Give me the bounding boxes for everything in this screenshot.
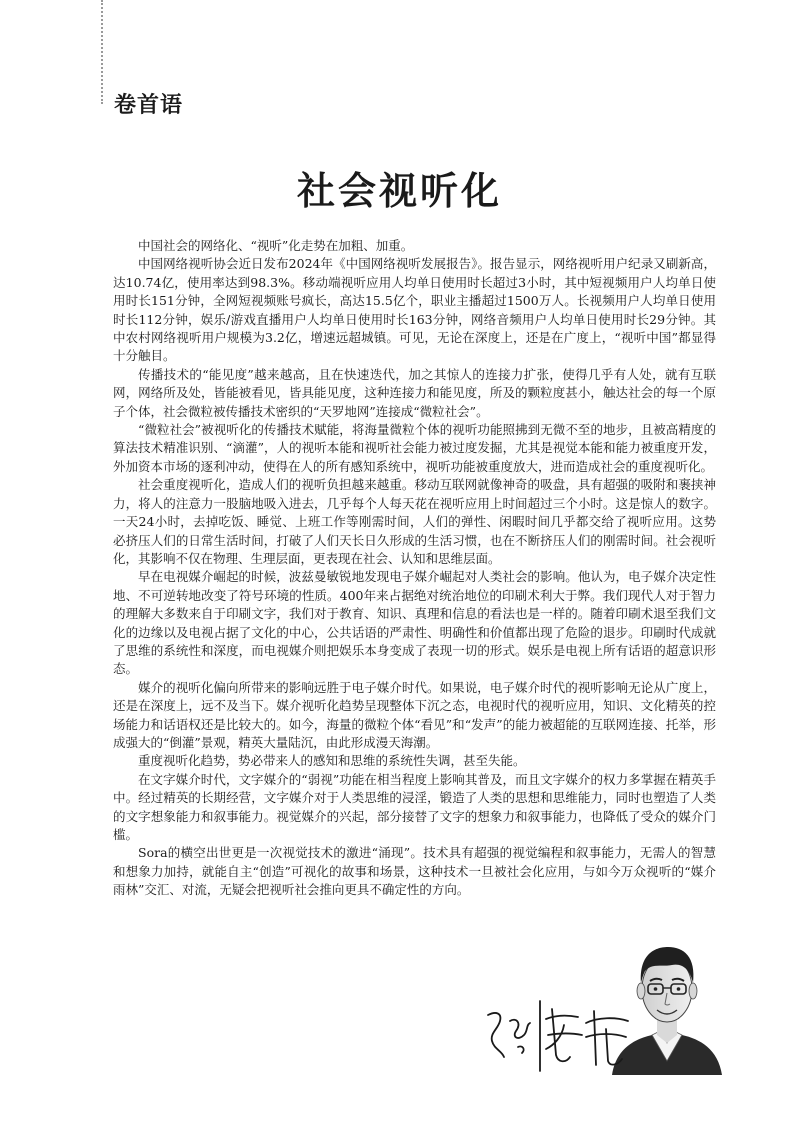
paragraph-5: 社会重度视听化，造成人们的视听负担越来越重。移动互联网就像神奇的吸盘，具有超强的吸附和裹挟神力，将人的注意力一股脑地吸入进去，几乎每个人每天花在视听应用上时间超过三个小时。这是惊人的数字。一天24小时，去掉吃饭、睡觉、上班工作等刚需时间，人们的弹性、闲暇时间几乎都交给了视听应用。这势必挤压人们的日常生活时间，打破了人们天长日久形成的生活习惯，也在不断挤压人们的刚需时间。社会视听化，其影响不仅在物理、生理层面，更表现在社会、认知和思维层面。 <box>113 477 716 566</box>
author-signature <box>482 995 642 1075</box>
paragraph-10: Sora的横空出世更是一次视觉技术的激进“涌现”。技术具有超强的视觉编程和叙事能力，无需人的智慧和想象力加持，就能自主“创造”可视化的故事和场景，这种技术一旦被社会化应用，与如今万众视听的“媒介雨林”交汇、对流，无疑会把视听社会推向更具不确定性的方向。 <box>113 845 716 898</box>
paragraph-2: 中国网络视听协会近日发布2024年《中国网络视听发展报告》。报告显示，网络视听用户纪录又刷新高，达10.74亿，使用率达到98.3%。移动端视听应用人均单日使用时长超过3小时，其中短视频用户人均单日使用时长151分钟，全网短视频账号疯长，高达15.5亿个，职业主播超过1500万人。长视频用户人均单日使用时长112分钟，娱乐/游戏直播用户人均单日使用时长163分钟，网络音频用户人均单日使用时长29分钟。其中农村网络视听用户规模为3.2亿，增速远超城镇。可见，无论在深度上，还是在广度上，“视听中国”都显得十分触目。 <box>113 256 716 364</box>
paragraph-8: 重度视听化趋势，势必带来人的感知和思维的系统性失调，甚至失能。 <box>138 753 526 769</box>
paragraph-1: 中国社会的网络化、“视听”化走势在加粗、加重。 <box>138 238 414 253</box>
paragraph-4: “微粒社会”被视听化的传播技术赋能，将海量微粒个体的视听功能照拂到无微不至的地步，且被高精度的算法技术精准识别、“滴灌”，人的视听本能和视听社会能力被过度发掘，尤其是视觉本能和能力被重度开发，外加资本市场的逐利冲动，使得在人的所有感知系统中，视听功能被重度放大，进而造成社会的重度视听化。 <box>113 422 716 474</box>
paragraph-3: 传播技术的“能见度”越来越高，且在快速迭代，加之其惊人的连接力扩张，使得几乎有人处，就有互联网，网络所及处，皆能被看见，皆具能见度，这种连接力和能见度，所及的颗粒度甚小，触达社会的每一个原子个体，社会微粒被传播技术密织的“天罗地网”连接成“微粒社会”。 <box>113 366 716 419</box>
section-label: 卷首语 <box>114 92 184 118</box>
article-title: 社会视听化 <box>296 168 502 213</box>
paragraph-9: 在文字媒介时代，文字媒介的“弱视”功能在相当程度上影响其普及，而且文字媒介的权力多掌握在精英手中。经过精英的长期经营，文字媒介对于人类思维的浸淫，锻造了人类的思想和思维能力，同时也塑造了人类的文字想象能力和叙事能力。视觉媒介的兴起，部分接替了文字的想象力和叙事能力，也降低了受众的媒介门槛。 <box>113 771 716 842</box>
paragraph-7: 媒介的视听化偏向所带来的影响远胜于电子媒介时代。如果说，电子媒介时代的视听影响无论从广度上，还是在深度上，远不及当下。媒介视听化趋势呈现整体下沉之态，电视时代的视听应用，知识、文化精英的控场能力和话语权还是比较大的。如今，海量的微粒个体“看见”和“发声”的能力被超能的互联网连接、托举，形成强大的“倒灌”景观，精英大量陆沉，由此形成漫天海潮。 <box>113 679 716 750</box>
margin-dotted-rule <box>101 0 103 104</box>
article-body <box>113 237 716 900</box>
paragraph-6: 早在电视媒介崛起的时候，波兹曼敏锐地发现电子媒介崛起对人类社会的影响。他认为，电子媒介决定性地、不可逆转地改变了符号环境的性质。400年来占据绝对统治地位的印刷术利大于弊。我们现代人对于智力的理解大多数来自于印刷文字，我们对于教育、知识、真理和信息的看法也是一样的。随着印刷术退至我们文化的边缘以及电视占据了文化的中心，公共话语的严肃性、明确性和价值都出现了危险的退步。印刷时代成就了思维的系统性和深度，而电视媒介则把娱乐本身变成了表现一切的形式。娱乐是电视上所有话语的超意识形态。 <box>113 569 716 677</box>
